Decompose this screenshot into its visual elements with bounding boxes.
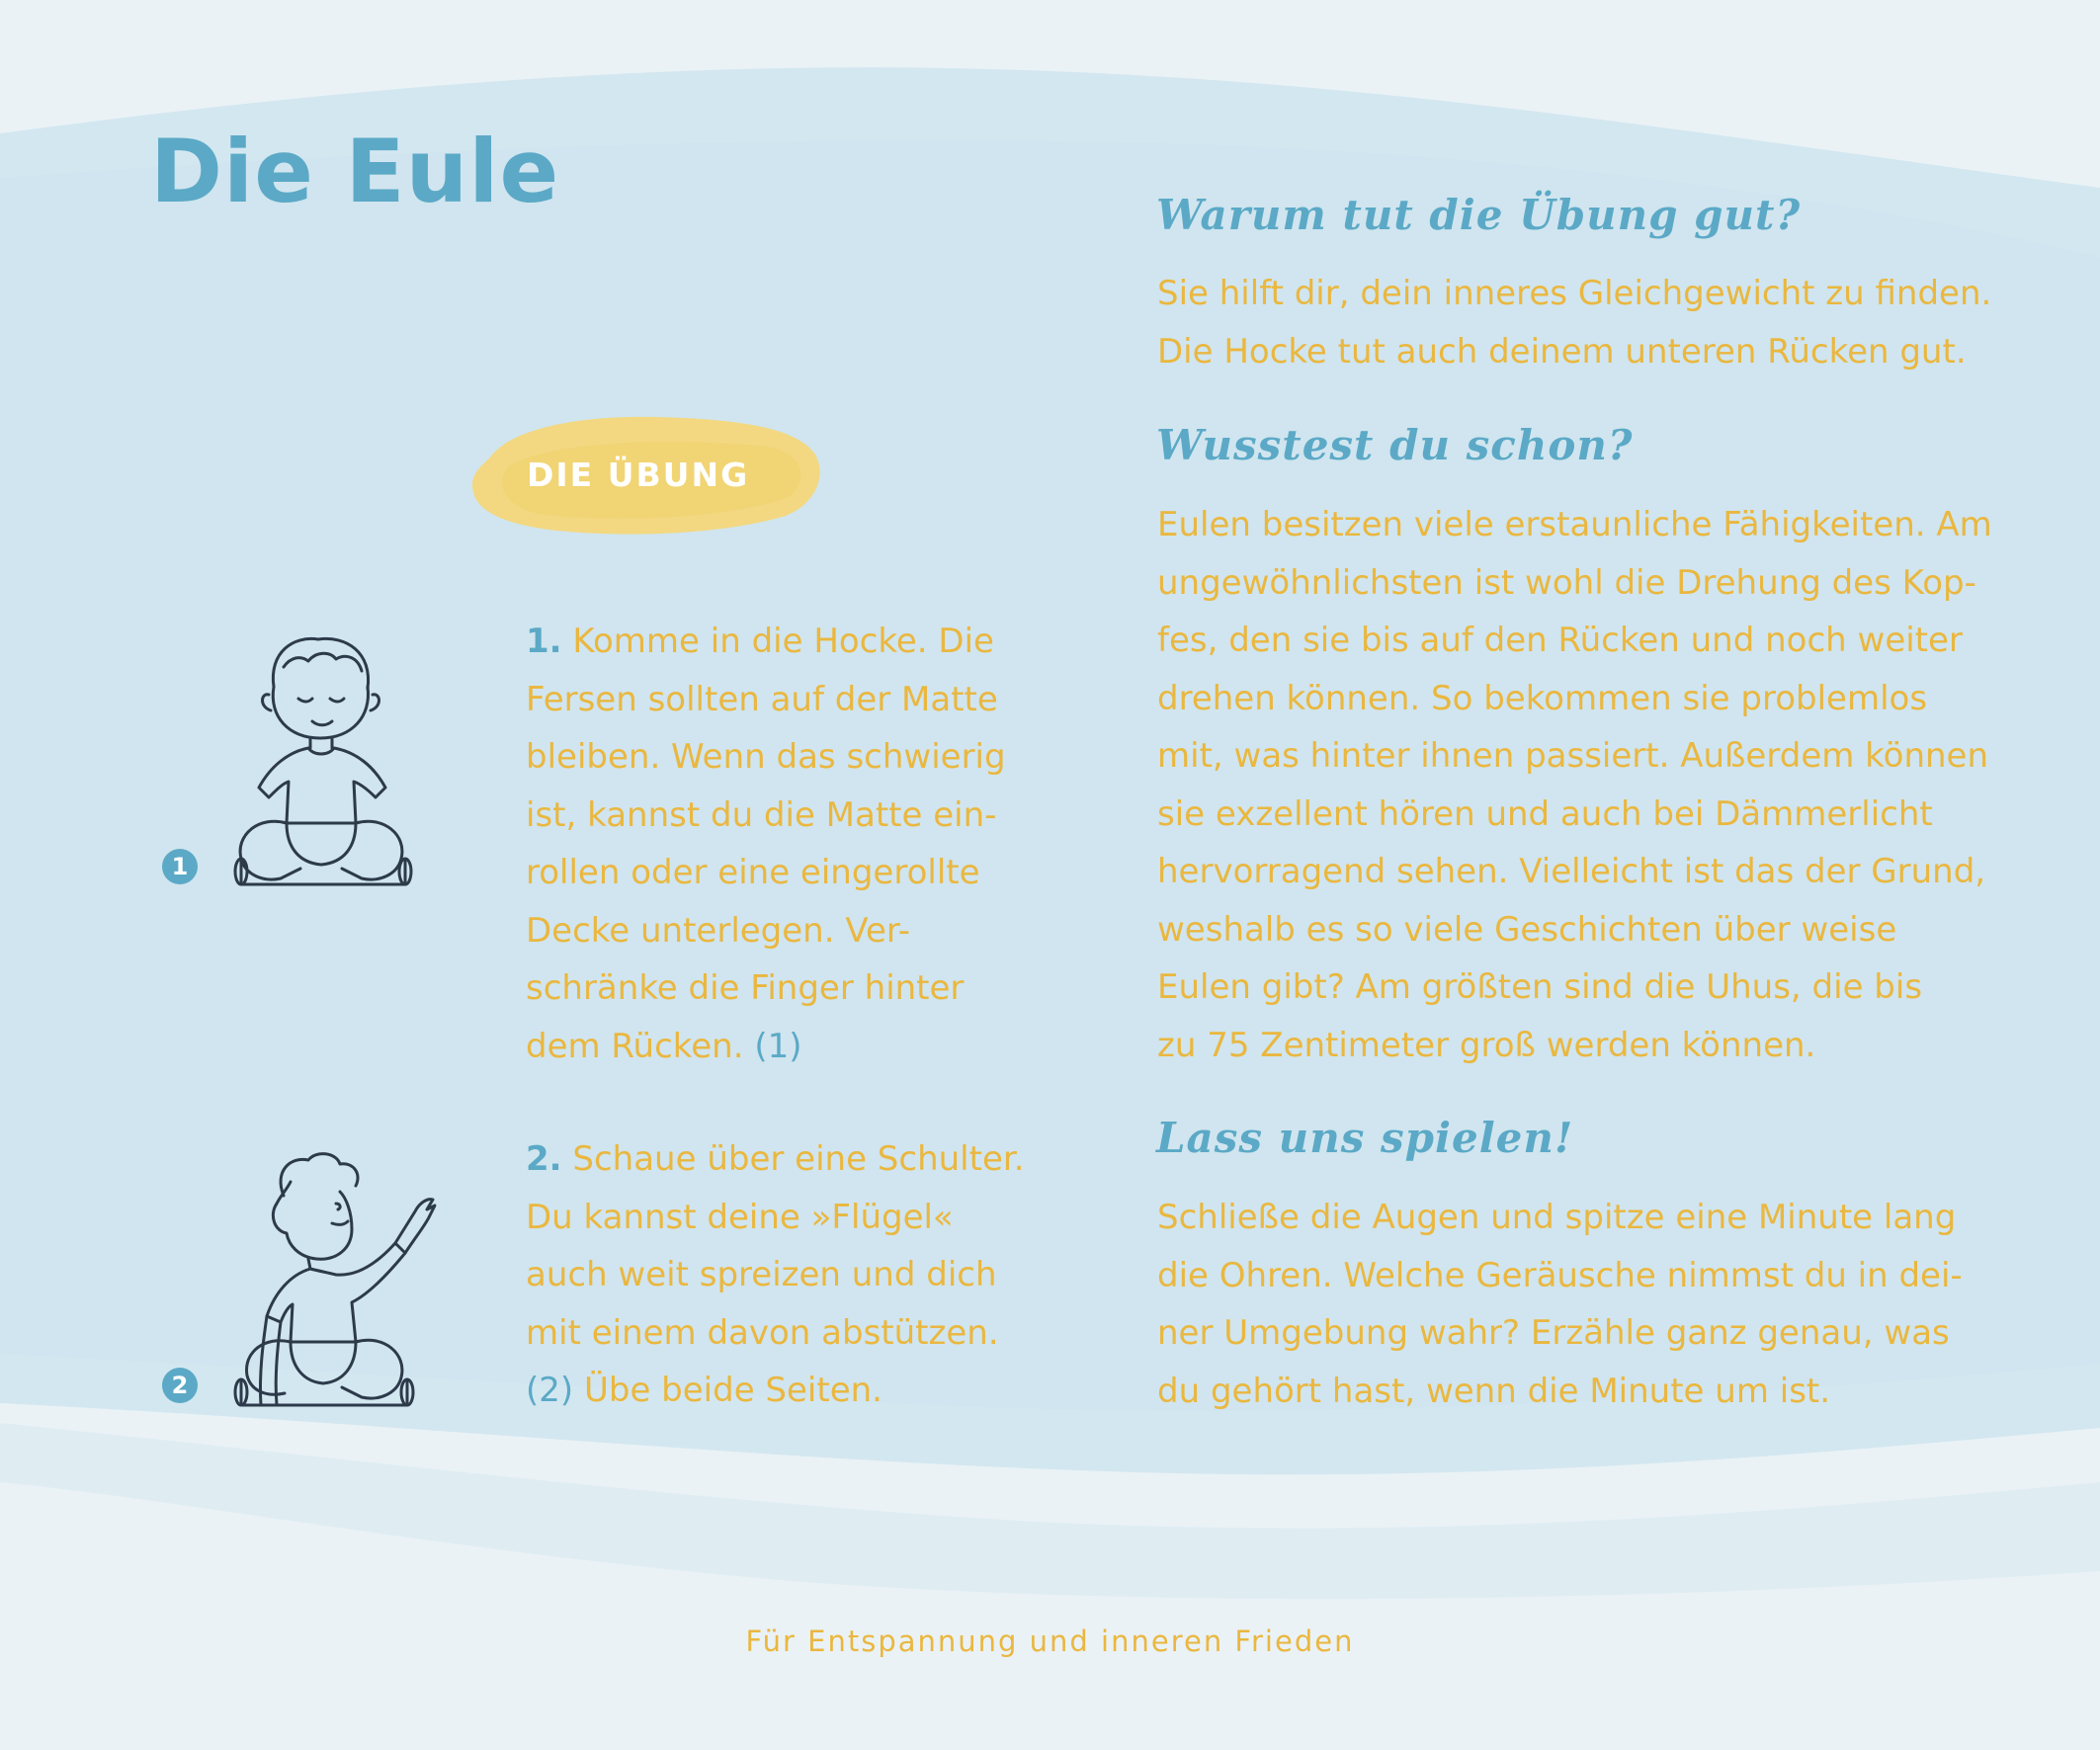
step-1-line: schränke die Finger hinter bbox=[526, 968, 965, 1008]
why-heading: Warum tut die Übung gut? bbox=[1156, 191, 1802, 239]
step-1-line: bleiben. Wenn das schwierig bbox=[526, 737, 1006, 777]
step-marker-2: 2 bbox=[162, 1368, 198, 1403]
step-2-line: Übe beide Seiten. bbox=[573, 1371, 882, 1410]
know-line: weshalb es so viele Geschichten über weise bbox=[1157, 909, 1897, 950]
step-1-figure-ref: (1) bbox=[754, 1026, 802, 1066]
step-1-line: rollen oder eine eingerollte bbox=[526, 853, 980, 892]
why-line: Die Hocke tut auch deinem unteren Rücken gut. bbox=[1157, 331, 1967, 372]
know-line: Eulen besitzen viele erstaunliche Fähigkeiten. Am bbox=[1157, 505, 1992, 544]
play-line: du gehört hast, wenn die Minute um ist. bbox=[1157, 1371, 1831, 1411]
play-line: ner Umgebung wahr? Erzähle ganz genau, was bbox=[1157, 1313, 1950, 1353]
exercise-step-1 bbox=[526, 613, 1030, 1075]
step-1-line: ist, kannst du die Matte ein- bbox=[526, 794, 997, 835]
child-squat-arm-raised-illustration bbox=[229, 1146, 447, 1413]
step-marker-1: 1 bbox=[162, 849, 198, 884]
play-line: Schließe die Augen und spitze eine Minute lang bbox=[1157, 1198, 1957, 1237]
know-line: ungewöhnlichsten ist wohl die Drehung des Kop- bbox=[1157, 562, 1976, 603]
step-2-line: auch weit spreizen und dich bbox=[526, 1255, 997, 1294]
know-line: sie exzellent hören und auch bei Dämmerlicht bbox=[1157, 793, 1933, 834]
step-1-number: 1. bbox=[526, 622, 562, 661]
step-2-line: Du kannst deine »Flügel« bbox=[526, 1197, 954, 1237]
know-line: drehen können. So bekommen sie problemlos bbox=[1157, 678, 1928, 718]
step-2-line: mit einem davon abstützen. bbox=[526, 1312, 999, 1353]
step-2-line: Schaue über eine Schulter. bbox=[572, 1139, 1025, 1179]
step-1-line: Komme in die Hocke. Die bbox=[572, 622, 994, 661]
know-line: fes, den sie bis auf den Rücken und noch weiter bbox=[1157, 621, 1963, 660]
why-line: Sie hilft dir, dein inneres Gleichgewicht zu finden. bbox=[1157, 274, 1992, 313]
play-paragraph bbox=[1157, 1189, 2007, 1420]
know-line: hervorragend sehen. Vielleicht ist das der Grund, bbox=[1157, 852, 1986, 891]
child-squat-hands-behind-illustration bbox=[229, 627, 427, 894]
step-2-number: 2. bbox=[526, 1139, 562, 1179]
know-line: zu 75 Zentimeter groß werden können. bbox=[1157, 1025, 1816, 1065]
know-line: Eulen gibt? Am größten sind die Uhus, die bis bbox=[1157, 967, 1923, 1007]
step-2-figure-ref: (2) bbox=[526, 1371, 574, 1410]
play-line: die Ohren. Welche Geräusche nimmst du in dei- bbox=[1157, 1255, 1963, 1295]
know-heading: Wusstest du schon? bbox=[1156, 421, 1634, 469]
know-paragraph bbox=[1157, 496, 2007, 1074]
step-1-line: Decke unterlegen. Ver- bbox=[526, 910, 910, 951]
step-1-line: Fersen sollten auf der Matte bbox=[526, 679, 998, 719]
know-line: mit, was hinter ihnen passiert. Außerdem können bbox=[1157, 736, 1989, 776]
why-paragraph bbox=[1157, 265, 2007, 380]
exercise-step-2 bbox=[526, 1130, 1030, 1420]
page-footer: Für Entspannung und inneren Frieden bbox=[745, 1625, 1355, 1658]
exercise-badge: DIE ÜBUNG bbox=[527, 456, 750, 494]
page-title: Die Eule bbox=[150, 121, 560, 222]
play-heading: Lass uns spielen! bbox=[1156, 1114, 1574, 1162]
step-1-line: dem Rücken. bbox=[526, 1026, 755, 1066]
